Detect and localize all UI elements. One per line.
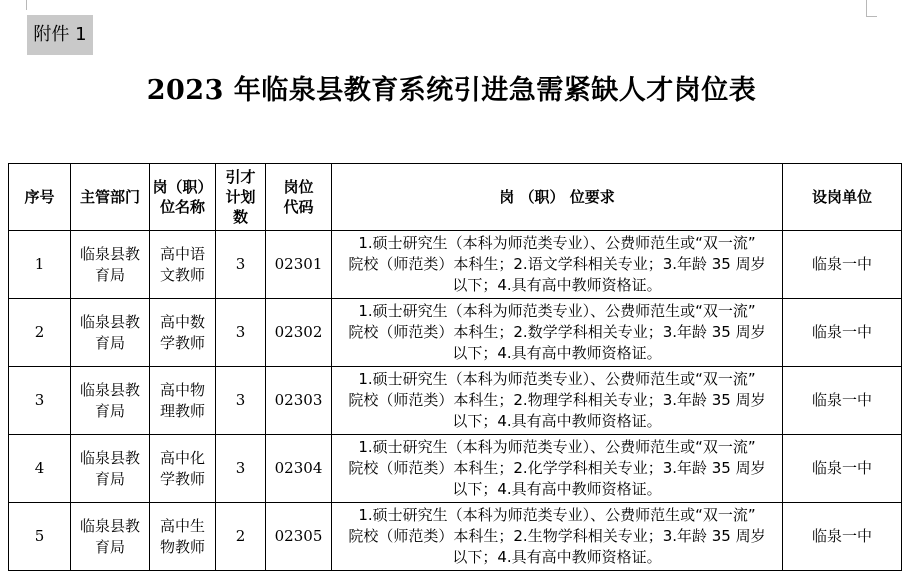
cell-line: 以下；4.具有高中教师资格证。	[452, 276, 662, 294]
header-quota-line: 引才	[225, 168, 256, 186]
cell-line: 育局	[94, 333, 125, 352]
cell-line: 1.硕士研究生（本科为师范类专业）、公费师范生或“双一流”	[358, 302, 756, 320]
cell-post-name	[150, 299, 216, 367]
cell-line: 育局	[94, 265, 125, 284]
cell-quota: 3	[216, 231, 266, 299]
table-row	[9, 503, 902, 571]
cell-line: 物教师	[159, 537, 205, 556]
cell-line: 临泉县教	[79, 380, 140, 399]
cell-line: 院校（师范类）本科生；2.生物学科相关专业；3.年龄 35 周岁	[348, 527, 766, 545]
cell-line: 院校（师范类）本科生；2.数学学科相关专业；3.年龄 35 周岁	[348, 323, 766, 341]
cell-index: 3	[9, 367, 71, 435]
cell-line: 院校（师范类）本科生；2.语文学科相关专业；3.年龄 35 周岁	[348, 255, 766, 273]
cell-post-name	[150, 435, 216, 503]
header-index: 序号	[9, 164, 71, 231]
cell-code: 02305	[266, 503, 332, 571]
cell-line: 1.硕士研究生（本科为师范类专业）、公费师范生或“双一流”	[358, 234, 756, 252]
cell-line: 学教师	[159, 469, 205, 488]
cell-line: 以下；4.具有高中教师资格证。	[452, 344, 662, 362]
cell-line: 1.硕士研究生（本科为师范类专业）、公费师范生或“双一流”	[358, 370, 756, 388]
cell-line: 高中生	[159, 516, 205, 535]
cell-post-name	[150, 367, 216, 435]
header-code-line: 岗位	[283, 178, 314, 196]
cell-line: 临泉县教	[79, 516, 140, 535]
cell-quota: 2	[216, 503, 266, 571]
attachment-label[interactable]: 附件 1	[27, 15, 93, 55]
cell-department	[71, 299, 150, 367]
header-post-name-line: 位名称	[159, 198, 205, 216]
cell-line: 以下；4.具有高中教师资格证。	[452, 480, 662, 498]
cell-department	[71, 367, 150, 435]
cell-index: 4	[9, 435, 71, 503]
cell-line: 1.硕士研究生（本科为师范类专业）、公费师范生或“双一流”	[358, 438, 756, 456]
cell-code: 02303	[266, 367, 332, 435]
cell-line: 育局	[94, 469, 125, 488]
cell-post-name	[150, 503, 216, 571]
cell-line: 临泉县教	[79, 448, 140, 467]
table-header-row	[9, 164, 902, 231]
header-quota-line: 数	[232, 208, 248, 226]
header-quota	[216, 164, 266, 231]
header-code	[266, 164, 332, 231]
header-quota-line: 计划	[225, 188, 256, 206]
cell-unit: 临泉一中	[783, 231, 902, 299]
table-row	[9, 367, 902, 435]
cell-line: 理教师	[159, 401, 205, 420]
cell-line: 高中语	[159, 244, 205, 263]
cell-line: 学教师	[159, 333, 205, 352]
cell-line: 临泉县教	[79, 244, 140, 263]
cell-line: 文教师	[159, 265, 205, 284]
cell-line: 1.硕士研究生（本科为师范类专业）、公费师范生或“双一流”	[358, 506, 756, 524]
cell-unit: 临泉一中	[783, 503, 902, 571]
header-code-line: 代码	[283, 198, 314, 216]
table-row	[9, 231, 902, 299]
cell-index: 1	[9, 231, 71, 299]
cell-line: 以下；4.具有高中教师资格证。	[452, 412, 662, 430]
cell-quota: 3	[216, 435, 266, 503]
cell-line: 院校（师范类）本科生；2.物理学科相关专业；3.年龄 35 周岁	[348, 391, 766, 409]
cell-code: 02302	[266, 299, 332, 367]
page-corner-mark-right	[866, 0, 877, 17]
cell-department	[71, 503, 150, 571]
header-requirements: 岗 （职） 位要求	[332, 164, 783, 231]
cell-line: 临泉县教	[79, 312, 140, 331]
cell-index: 2	[9, 299, 71, 367]
cell-unit: 临泉一中	[783, 367, 902, 435]
cell-requirements	[332, 367, 783, 435]
cell-line: 高中物	[159, 380, 205, 399]
cell-line: 高中数	[159, 312, 205, 331]
page-corner-mark-left	[16, 0, 27, 10]
cell-requirements	[332, 231, 783, 299]
positions-table	[8, 163, 902, 571]
cell-department	[71, 231, 150, 299]
cell-code: 02301	[266, 231, 332, 299]
header-department: 主管部门	[71, 164, 150, 231]
cell-unit: 临泉一中	[783, 435, 902, 503]
cell-requirements	[332, 503, 783, 571]
cell-unit: 临泉一中	[783, 299, 902, 367]
cell-department	[71, 435, 150, 503]
table-row	[9, 435, 902, 503]
cell-index: 5	[9, 503, 71, 571]
cell-line: 高中化	[159, 448, 205, 467]
header-unit: 设岗单位	[783, 164, 902, 231]
cell-line: 以下；4.具有高中教师资格证。	[452, 548, 662, 566]
cell-requirements	[332, 435, 783, 503]
header-post-name-line: 岗（职）	[152, 178, 213, 196]
cell-line: 育局	[94, 401, 125, 420]
cell-post-name	[150, 231, 216, 299]
cell-quota: 3	[216, 367, 266, 435]
cell-quota: 3	[216, 299, 266, 367]
cell-line: 院校（师范类）本科生；2.化学学科相关专业；3.年龄 35 周岁	[348, 459, 766, 477]
table-row	[9, 299, 902, 367]
cell-requirements	[332, 299, 783, 367]
document-title: 2023 年临泉县教育系统引进急需紧缺人才岗位表	[146, 75, 757, 106]
cell-code: 02304	[266, 435, 332, 503]
header-post-name	[150, 164, 216, 231]
cell-line: 育局	[94, 537, 125, 556]
